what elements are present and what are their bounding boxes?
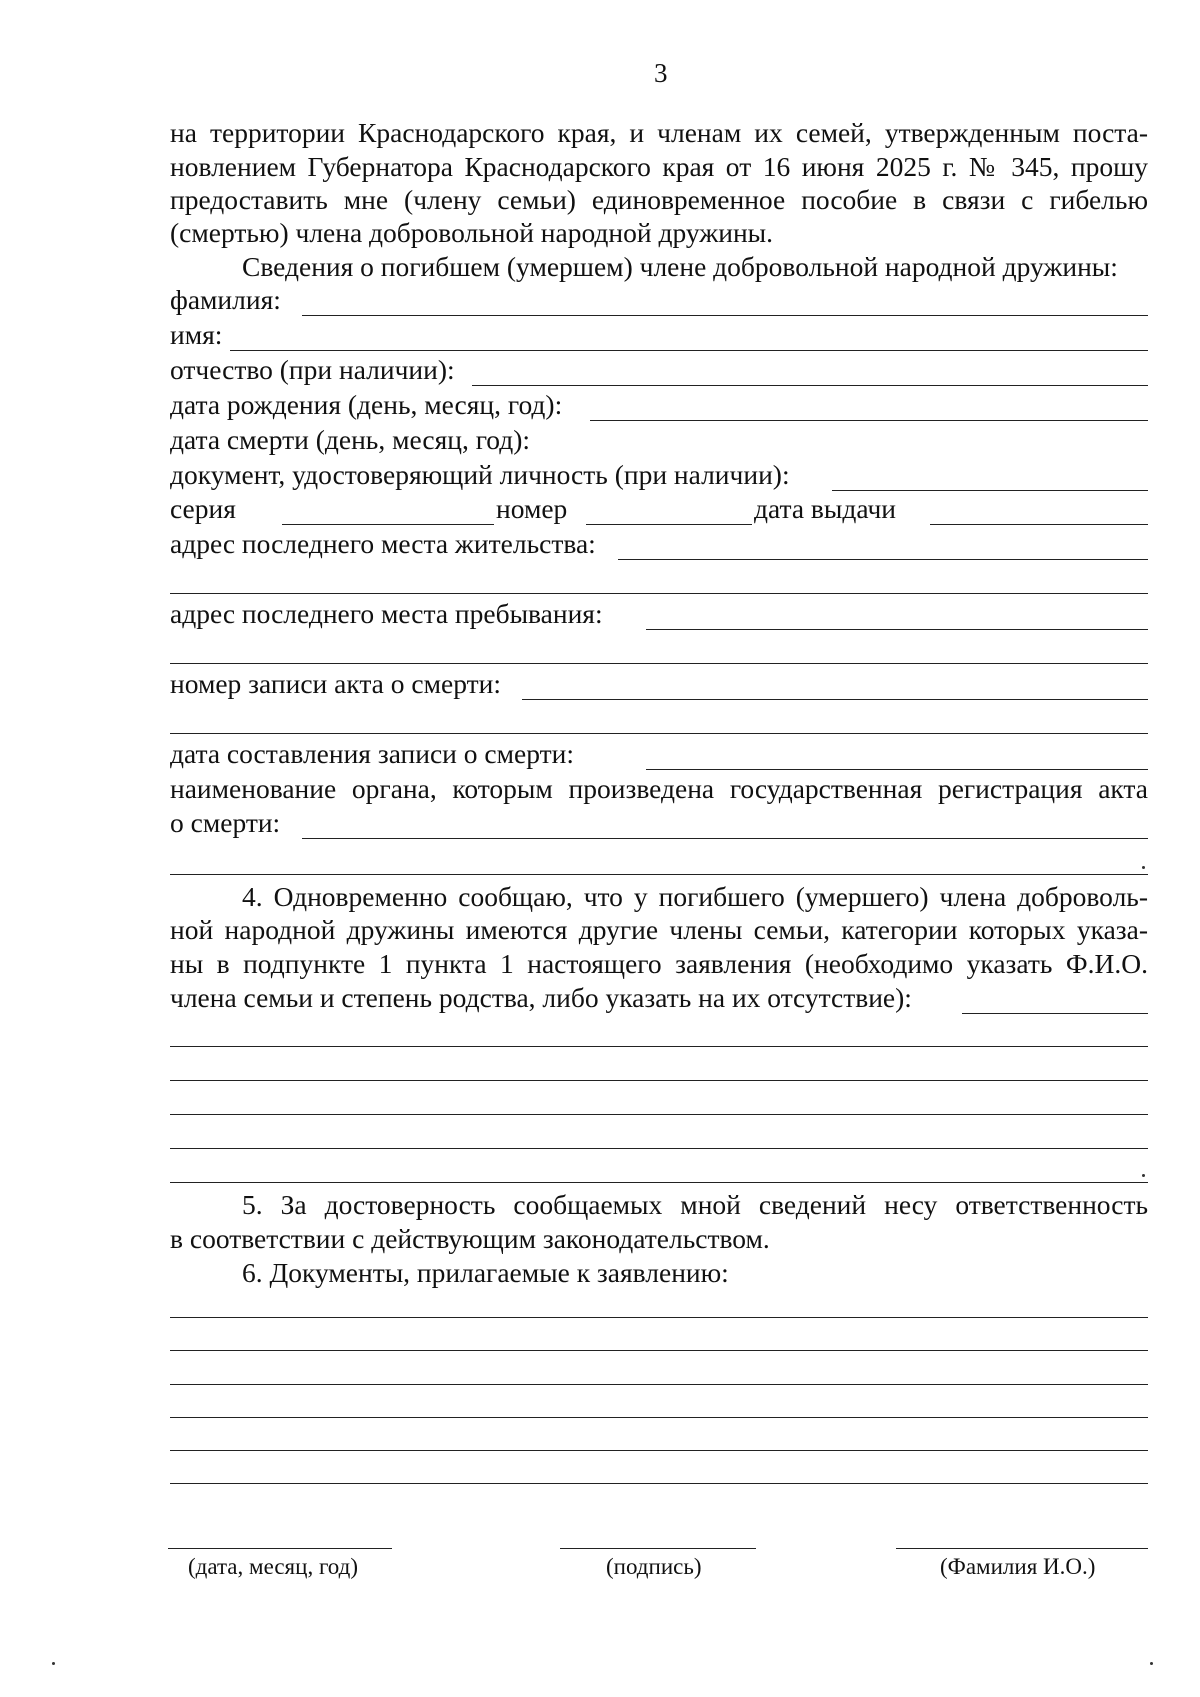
family-members-line-1[interactable] [170, 1046, 1148, 1047]
documents-line-3[interactable] [170, 1384, 1148, 1385]
death-record-number-field[interactable] [522, 699, 1148, 700]
documents-line-6[interactable] [170, 1483, 1148, 1484]
issue-date-field[interactable] [930, 524, 1148, 525]
name-signature-line[interactable] [896, 1548, 1148, 1549]
series-field[interactable] [282, 524, 494, 525]
issue-date-label: дата выдачи [754, 493, 897, 524]
section-4-line-2: ной народной дружины имеются другие члены семьи, категории которых указа- [170, 914, 1148, 945]
patronymic-label: отчество (при наличии): [170, 354, 455, 385]
registry-body-label-line-2: о смерти: [170, 807, 281, 838]
last-residence-label: адрес последнего места жительства: [170, 528, 596, 559]
page-number: 3 [654, 58, 668, 88]
id-document-field[interactable] [832, 490, 1148, 491]
family-members-line-5[interactable] [170, 1182, 1148, 1183]
deceased-info-heading: Сведения о погибшем (умершем) члене добровольной народной дружины: [242, 251, 1118, 282]
name-field[interactable] [230, 350, 1148, 351]
documents-line-4[interactable] [170, 1417, 1148, 1418]
birth-date-label: дата рождения (день, месяц, год): [170, 389, 563, 420]
date-caption: (дата, месяц, год) [188, 1554, 359, 1579]
surname-field[interactable] [302, 315, 1148, 316]
last-stay-field[interactable] [646, 629, 1148, 630]
name-caption: (Фамилия И.О.) [940, 1554, 1096, 1579]
intro-line-3: предоставить мне (члену семьи) единовременное пособие в связи с гибелью [170, 184, 1148, 215]
death-record-date-label: дата составления записи о смерти: [170, 738, 574, 769]
series-label: серия [170, 493, 236, 524]
scan-speck [1150, 1662, 1153, 1665]
death-record-number-label: номер записи акта о смерти: [170, 668, 501, 699]
number-label: номер [496, 493, 568, 524]
number-field[interactable] [586, 524, 752, 525]
section-4-line-1: 4. Одновременно сообщаю, что у погибшего (умершего) члена доброволь- [242, 881, 1148, 912]
signature-line[interactable] [560, 1548, 756, 1549]
family-members-line-2[interactable] [170, 1080, 1148, 1081]
family-members-line-4[interactable] [170, 1148, 1148, 1149]
scan-speck [1142, 866, 1145, 869]
last-residence-field-line-2[interactable] [170, 593, 1148, 594]
intro-line-1: на территории Краснодарского края, и членам их семей, утвержденным поста- [170, 117, 1148, 148]
family-members-line-3[interactable] [170, 1114, 1148, 1115]
last-stay-field-line-2[interactable] [170, 663, 1148, 664]
documents-line-5[interactable] [170, 1450, 1148, 1451]
documents-line-1[interactable] [170, 1317, 1148, 1318]
date-signature-line[interactable] [168, 1548, 392, 1549]
id-document-label: документ, удостоверяющий личность (при наличии): [170, 459, 790, 490]
section-4-line-3: ны в подпункте 1 пункта 1 настоящего заявления (необходимо указать Ф.И.О. [170, 948, 1148, 979]
death-record-number-field-line-2[interactable] [170, 733, 1148, 734]
patronymic-field[interactable] [472, 385, 1148, 386]
signature-caption: (подпись) [606, 1554, 702, 1579]
surname-label: фамилия: [170, 284, 281, 315]
scan-speck [52, 1662, 55, 1665]
intro-line-2: новлением Губернатора Краснодарского края от 16 июня 2025 г. № 345, прошу [170, 151, 1148, 182]
registry-body-field-line-2[interactable] [170, 874, 1148, 875]
registry-body-field[interactable] [302, 838, 1148, 839]
scan-speck [1142, 1174, 1145, 1177]
family-members-field[interactable] [962, 1013, 1148, 1014]
documents-line-2[interactable] [170, 1350, 1148, 1351]
birth-date-field[interactable] [590, 420, 1148, 421]
death-date-label: дата смерти (день, месяц, год): [170, 424, 531, 455]
section-6-heading: 6. Документы, прилагаемые к заявлению: [242, 1257, 729, 1288]
name-label: имя: [170, 319, 223, 350]
section-4-line-4: члена семьи и степень родства, либо указать на их отсутствие): [170, 982, 912, 1013]
registry-body-label-line-1: наименование органа, которым произведена государственная регистрация акта [170, 773, 1148, 804]
death-record-date-field[interactable] [646, 769, 1148, 770]
last-residence-field[interactable] [618, 559, 1148, 560]
intro-line-4: (смертью) члена добровольной народной дружины. [170, 217, 774, 248]
last-stay-label: адрес последнего места пребывания: [170, 598, 603, 629]
section-5-line-1: 5. За достоверность сообщаемых мной сведений несу ответственность [242, 1189, 1148, 1220]
section-5-line-2: в соответствии с действующим законодательством. [170, 1223, 770, 1254]
